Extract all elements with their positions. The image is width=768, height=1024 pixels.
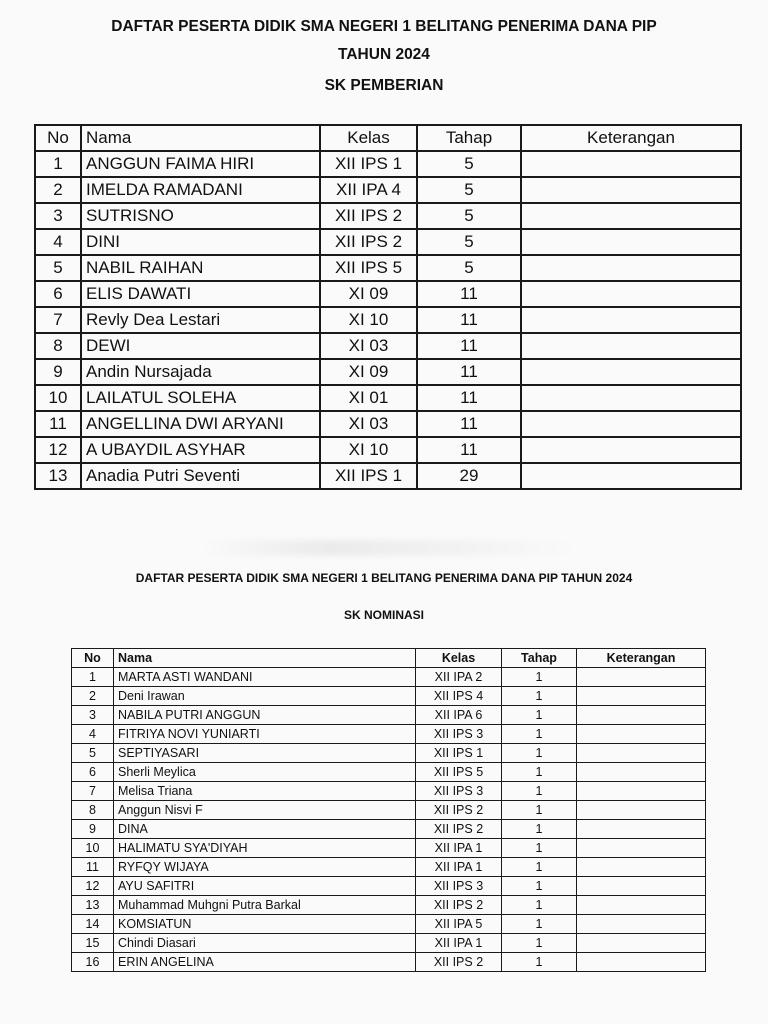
table-row (72, 915, 706, 934)
cell-keterangan (521, 307, 741, 333)
cell-kelas: XI 10 (320, 437, 417, 463)
cell-no: 12 (72, 877, 114, 896)
cell-tahap: 5 (417, 203, 521, 229)
table-row (72, 668, 706, 687)
cell-kelas: XII IPS 3 (416, 782, 502, 801)
cell-kelas: XII IPA 1 (416, 839, 502, 858)
cell-keterangan (577, 934, 706, 953)
table-row (72, 763, 706, 782)
cell-keterangan (577, 744, 706, 763)
cell-kelas: XII IPS 5 (320, 255, 417, 281)
header-kelas: Kelas (416, 649, 502, 668)
cell-kelas: XII IPS 1 (320, 463, 417, 489)
cell-tahap: 1 (502, 687, 577, 706)
cell-tahap: 1 (502, 782, 577, 801)
cell-tahap: 1 (502, 858, 577, 877)
cell-tahap: 1 (502, 934, 577, 953)
table-row (72, 744, 706, 763)
cell-tahap: 11 (417, 411, 521, 437)
cell-kelas: XI 03 (320, 411, 417, 437)
header-keterangan: Keterangan (521, 125, 741, 151)
table-row (35, 463, 741, 489)
cell-no: 5 (72, 744, 114, 763)
table-row (72, 877, 706, 896)
cell-nama: DINA (114, 820, 416, 839)
cell-tahap: 1 (502, 706, 577, 725)
cell-kelas: XII IPS 1 (416, 744, 502, 763)
cell-nama: Deni Irawan (114, 687, 416, 706)
table-row (72, 725, 706, 744)
header-tahap: Tahap (502, 649, 577, 668)
cell-nama: Anadia Putri Seventi (81, 463, 320, 489)
cell-no: 9 (72, 820, 114, 839)
cell-no: 9 (35, 359, 81, 385)
cell-no: 3 (72, 706, 114, 725)
cell-kelas: XI 03 (320, 333, 417, 359)
cell-no: 14 (72, 915, 114, 934)
table-row (72, 687, 706, 706)
cell-tahap: 11 (417, 307, 521, 333)
cell-no: 12 (35, 437, 81, 463)
cell-keterangan (521, 385, 741, 411)
cell-keterangan (521, 281, 741, 307)
cell-keterangan (521, 437, 741, 463)
table-row (35, 177, 741, 203)
doc2-title-line2: SK NOMINASI (343, 608, 424, 622)
table-header-row (72, 649, 706, 668)
cell-tahap: 11 (417, 359, 521, 385)
cell-keterangan (521, 151, 741, 177)
sk-nominasi-table (71, 648, 706, 972)
cell-tahap: 1 (502, 877, 577, 896)
cell-nama: DINI (81, 229, 320, 255)
cell-tahap: 5 (417, 255, 521, 281)
cell-nama: RYFQY WIJAYA (114, 858, 416, 877)
table-row (72, 801, 706, 820)
cell-nama: Melisa Triana (114, 782, 416, 801)
cell-kelas: XII IPS 3 (416, 725, 502, 744)
cell-nama: SUTRISNO (81, 203, 320, 229)
cell-nama: ELIS DAWATI (81, 281, 320, 307)
cell-kelas: XI 10 (320, 307, 417, 333)
table-row (35, 437, 741, 463)
cell-nama: SEPTIYASARI (114, 744, 416, 763)
cell-no: 10 (72, 839, 114, 858)
cell-no: 7 (72, 782, 114, 801)
cell-kelas: XI 09 (320, 359, 417, 385)
cell-keterangan (521, 229, 741, 255)
table-row (35, 281, 741, 307)
scan-smudge (200, 540, 580, 556)
table-row (72, 706, 706, 725)
cell-no: 8 (72, 801, 114, 820)
cell-kelas: XII IPS 5 (416, 763, 502, 782)
cell-kelas: XII IPA 1 (416, 934, 502, 953)
header-no: No (35, 125, 81, 151)
cell-nama: LAILATUL SOLEHA (81, 385, 320, 411)
cell-tahap: 1 (502, 915, 577, 934)
cell-tahap: 5 (417, 229, 521, 255)
cell-tahap: 1 (502, 668, 577, 687)
cell-kelas: XI 09 (320, 281, 417, 307)
cell-keterangan (577, 687, 706, 706)
cell-keterangan (577, 915, 706, 934)
table-row (72, 782, 706, 801)
cell-keterangan (577, 953, 706, 972)
table-row (72, 953, 706, 972)
cell-no: 10 (35, 385, 81, 411)
cell-no: 6 (35, 281, 81, 307)
cell-kelas: XII IPS 3 (416, 877, 502, 896)
cell-nama: NABILA PUTRI ANGGUN (114, 706, 416, 725)
cell-keterangan (577, 782, 706, 801)
cell-keterangan (521, 411, 741, 437)
table-row (72, 858, 706, 877)
cell-kelas: XII IPA 5 (416, 915, 502, 934)
cell-kelas: XI 01 (320, 385, 417, 411)
cell-nama: HALIMATU SYA'DIYAH (114, 839, 416, 858)
cell-nama: ANGELLINA DWI ARYANI (81, 411, 320, 437)
cell-no: 11 (35, 411, 81, 437)
cell-keterangan (521, 463, 741, 489)
cell-no: 13 (72, 896, 114, 915)
table-row (35, 333, 741, 359)
cell-no: 1 (72, 668, 114, 687)
cell-keterangan (577, 896, 706, 915)
cell-tahap: 1 (502, 801, 577, 820)
header-no: No (72, 649, 114, 668)
cell-tahap: 1 (502, 763, 577, 782)
doc1-title-line1: DAFTAR PESERTA DIDIK SMA NEGERI 1 BELITANG PENERIMA DANA PIP (111, 18, 657, 35)
cell-nama: A UBAYDIL ASYHAR (81, 437, 320, 463)
table-row (35, 255, 741, 281)
cell-no: 6 (72, 763, 114, 782)
cell-tahap: 11 (417, 437, 521, 463)
cell-kelas: XII IPA 2 (416, 668, 502, 687)
cell-keterangan (577, 820, 706, 839)
cell-tahap: 1 (502, 896, 577, 915)
cell-nama: AYU SAFITRI (114, 877, 416, 896)
header-nama: Nama (114, 649, 416, 668)
cell-nama: Anggun Nisvi F (114, 801, 416, 820)
table-row (72, 934, 706, 953)
header-keterangan: Keterangan (577, 649, 706, 668)
cell-tahap: 1 (502, 744, 577, 763)
cell-nama: Revly Dea Lestari (81, 307, 320, 333)
cell-keterangan (521, 255, 741, 281)
cell-no: 11 (72, 858, 114, 877)
cell-keterangan (577, 706, 706, 725)
cell-keterangan (521, 333, 741, 359)
cell-kelas: XII IPA 4 (320, 177, 417, 203)
cell-tahap: 1 (502, 725, 577, 744)
cell-kelas: XII IPS 1 (320, 151, 417, 177)
table-row (72, 839, 706, 858)
cell-tahap: 5 (417, 177, 521, 203)
sk-pemberian-table (34, 124, 742, 490)
table-row (35, 229, 741, 255)
table-row (35, 203, 741, 229)
cell-no: 1 (35, 151, 81, 177)
cell-nama: NABIL RAIHAN (81, 255, 320, 281)
cell-nama: Sherli Meylica (114, 763, 416, 782)
table-row (35, 307, 741, 333)
table-header-row (35, 125, 741, 151)
cell-keterangan (577, 668, 706, 687)
cell-tahap: 1 (502, 839, 577, 858)
cell-keterangan (577, 877, 706, 896)
cell-nama: IMELDA RAMADANI (81, 177, 320, 203)
cell-nama: ERIN ANGELINA (114, 953, 416, 972)
cell-kelas: XII IPS 4 (416, 687, 502, 706)
table-row (35, 359, 741, 385)
cell-nama: Muhammad Muhgni Putra Barkal (114, 896, 416, 915)
table-row (72, 896, 706, 915)
table-row (72, 820, 706, 839)
cell-tahap: 29 (417, 463, 521, 489)
table-row (35, 385, 741, 411)
cell-nama: FITRIYA NOVI YUNIARTI (114, 725, 416, 744)
header-nama: Nama (81, 125, 320, 151)
cell-tahap: 11 (417, 385, 521, 411)
header-kelas: Kelas (320, 125, 417, 151)
cell-keterangan (521, 203, 741, 229)
cell-kelas: XII IPA 6 (416, 706, 502, 725)
cell-no: 13 (35, 463, 81, 489)
cell-tahap: 11 (417, 333, 521, 359)
cell-keterangan (577, 801, 706, 820)
cell-no: 3 (35, 203, 81, 229)
cell-kelas: XII IPS 2 (416, 801, 502, 820)
doc1-title-line2: TAHUN 2024 (338, 46, 430, 63)
cell-no: 2 (72, 687, 114, 706)
cell-kelas: XII IPA 1 (416, 858, 502, 877)
table-row (35, 151, 741, 177)
cell-kelas: XII IPS 2 (320, 229, 417, 255)
cell-nama: Chindi Diasari (114, 934, 416, 953)
cell-keterangan (577, 839, 706, 858)
cell-no: 5 (35, 255, 81, 281)
cell-no: 7 (35, 307, 81, 333)
header-tahap: Tahap (417, 125, 521, 151)
cell-keterangan (521, 359, 741, 385)
cell-keterangan (577, 763, 706, 782)
cell-nama: Andin Nursajada (81, 359, 320, 385)
cell-keterangan (577, 725, 706, 744)
cell-nama: KOMSIATUN (114, 915, 416, 934)
cell-kelas: XII IPS 2 (320, 203, 417, 229)
cell-kelas: XII IPS 2 (416, 896, 502, 915)
cell-no: 4 (72, 725, 114, 744)
cell-tahap: 1 (502, 953, 577, 972)
doc1-title-line3: SK PEMBERIAN (324, 77, 444, 94)
cell-no: 15 (72, 934, 114, 953)
cell-nama: DEWI (81, 333, 320, 359)
cell-keterangan (577, 858, 706, 877)
cell-nama: MARTA ASTI WANDANI (114, 668, 416, 687)
cell-kelas: XII IPS 2 (416, 953, 502, 972)
cell-tahap: 5 (417, 151, 521, 177)
cell-nama: ANGGUN FAIMA HIRI (81, 151, 320, 177)
cell-no: 2 (35, 177, 81, 203)
cell-tahap: 1 (502, 820, 577, 839)
cell-no: 16 (72, 953, 114, 972)
cell-no: 8 (35, 333, 81, 359)
cell-tahap: 11 (417, 281, 521, 307)
cell-keterangan (521, 177, 741, 203)
cell-no: 4 (35, 229, 81, 255)
table-row (35, 411, 741, 437)
cell-kelas: XII IPS 2 (416, 820, 502, 839)
doc2-title-line1: DAFTAR PESERTA DIDIK SMA NEGERI 1 BELITANG PENERIMA DANA PIP TAHUN 2024 (135, 571, 633, 585)
